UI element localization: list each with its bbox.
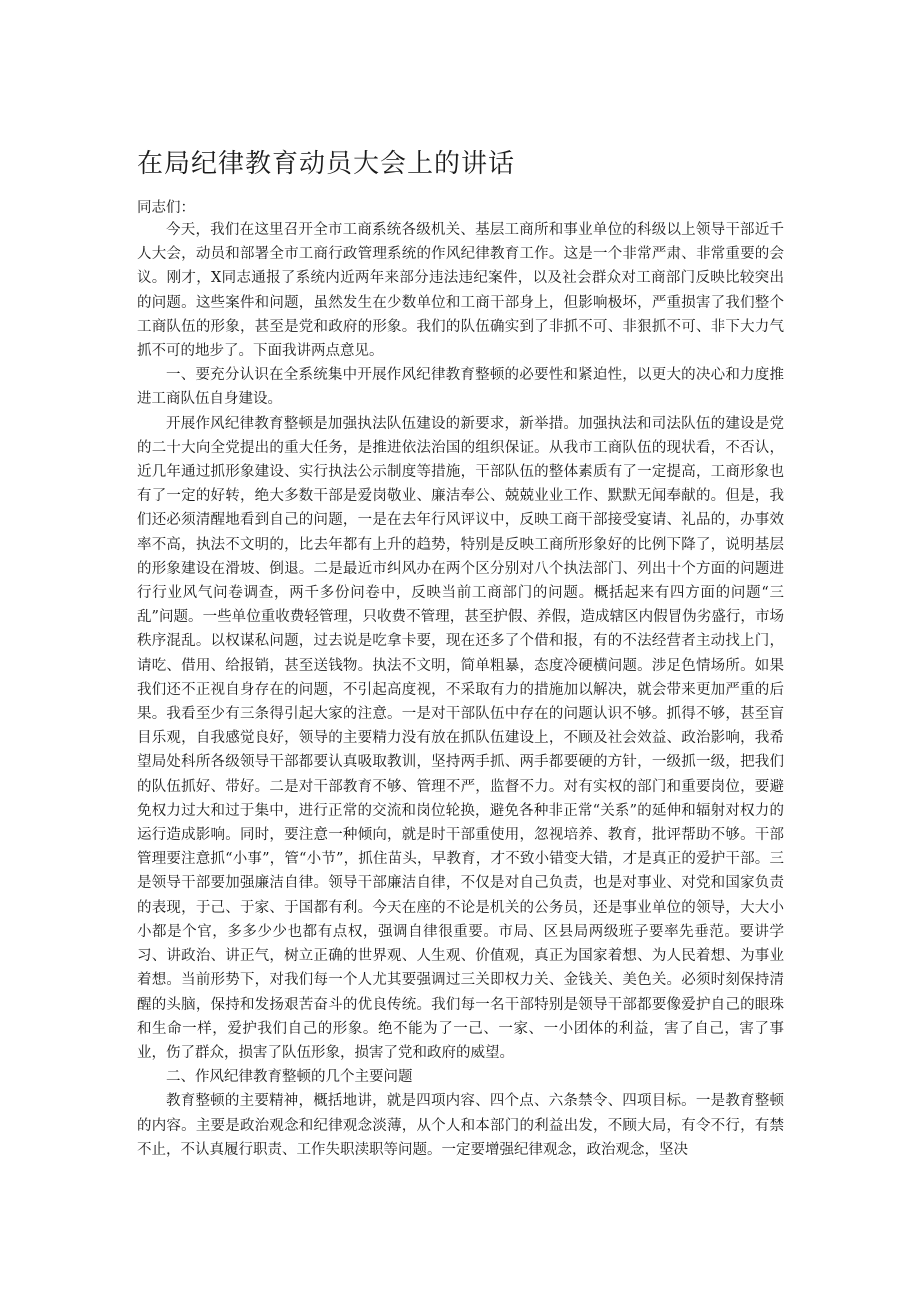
- section-heading-2: 二、作风纪律教育整顿的几个主要问题: [166, 1069, 413, 1086]
- document-body: [137, 218, 784, 1162]
- paragraph-section-2: 教育整顿的主要精神，概括地讲，就是四项内容、四个点、六条禁令、四项目标。一是教育整顿的内容。主要是政治观念和纪律观念淡薄，从个人和本部门的利益出发，不顾大局，有令不行，有禁不止，不认真履行职责、工作失职渎职等问题。一定要增强纪律观念，政治观念，坚决: [137, 1093, 784, 1158]
- document-title: 在局纪律教育动员大会上的讲话: [137, 149, 516, 179]
- paragraph-section-1: 开展作风纪律教育整顿是加强执法队伍建设的新要求，新举措。加强执法和司法队伍的建设是党的二十大向全党提出的重大任务，是推进依法治国的组织保证。从我市工商队伍的现状看，不否认，近几年通过抓形象建设、实行执法公示制度等措施，干部队伍的整体素质有了一定提高，工商形象也有了一定的好转，绝大多数干部是爱岗敬业、廉洁奉公、兢兢业业工作、默默无闻奉献的。但是，我们还必须清醒地看到自己的问题，一是在去年行风评议中，反映工商干部接受宴请、礼品的，办事效率不高，执法不文明的，比去年都有上升的趋势，特别是反映工商所形象好的比例下降了，说明基层的形象建设在滑坡、倒退。二是最近市纠风办在两个区分别对八个执法部门、列出十个方面的问题进行行业风气问卷调查，两千多份问卷中，反映当前工商部门的问题。概括起来有四方面的问题“三乱”问题。一些单位重收费轻管理，只收费不管理，甚至护假、养假，造成辖区内假冒伪劣盛行，市场秩序混乱。以权谋私问题，过去说是吃拿卡要，现在还多了个借和报，有的不法经营者主动找上门，请吃、借用、给报销，甚至送钱物。执法不文明，简单粗暴，态度冷硬横问题。涉足色情场所。如果我们还不正视自身存在的问题，不引起高度视，不采取有力的措施加以解决，就会带来更加严重的后果。我看至少有三条得引起大家的注意。一是对干部队伍中存在的问题认识不够。抓得不够，甚至盲目乐观，自我感觉良好，领导的主要精力没有放在抓队伍建设上，不顾及社会效益、政治影响，我希望局处科所各级领导干部都要认真吸取教训，坚持两手抓、两手都要硬的方针，一级抓一级，把我们的队伍抓好、带好。二是对干部教育不够、管理不严，监督不力。对有实权的部门和重要岗位，要避免权力过大和过于集中，进行正常的交流和岗位轮换，避免各种非正常“关系”的延伸和辐射对权力的运行造成影响。同时，要注意一种倾向，就是时干部重使用，忽视培养、教育，批评帮助不够。干部管理要注意抓“小事”，管“小节”，抓住苗头，早教育，才不致小错变大错，才是真正的爱护干部。三是领导干部要加强廉洁自律。领导干部廉洁自律，不仅是对自己负责，也是对事业、对党和国家负责的表现，于己、于家、于国都有利。今天在座的不论是机关的公务员，还是事业单位的领导，大大小小都是个官，多多少少也都有点权，强调自律很重要。市局、区县局两级班子要率先垂范。要讲学习、讲政治、讲正气，树立正确的世界观、人生观、价值观，真正为国家着想、为人民着想、为事业着想。当前形势下，对我们每一个人尤其要强调过三关即权力关、金钱关、美色关。必须时刻保持清醒的头脑，保持和发扬艰苦奋斗的优良传统。我们每一名干部特别是领导干部都要像爱护自己的眼珠和生命一样，爱护我们自己的形象。绝不能为了一己、一家、一小团体的利益，害了自己，害了事业，伤了群众，损害了队伍形象，损害了党和政府的威望。: [137, 415, 784, 1061]
- section-heading-1: 一、要充分认识在全系统集中开展作风纪律教育整顿的必要性和紧迫性，以更大的决心和力度推进工商队伍自身建设。: [137, 367, 784, 408]
- salutation: 同志们：: [137, 200, 195, 216]
- paragraph-intro: 今天，我们在这里召开全市工商系统各级机关、基层工商所和事业单位的科级以上领导干部近千人大会，动员和部署全市工商行政管理系统的作风纪律教育工作。这是一个非常严肃、非常重要的会议。刚才，X同志通报了系统内近两年来部分违法违纪案件，以及社会群众对工商部门反映比较突出的问题。这些案件和问题，虽然发生在少数单位和工商干部身上，但影响极坏，严重损害了我们整个工商队伍的形象，甚至是党和政府的形象。我们的队伍确实到了非抓不可、非狠抓不可、非下大力气抓不可的地步了。下面我讲两点意见。: [137, 222, 784, 360]
